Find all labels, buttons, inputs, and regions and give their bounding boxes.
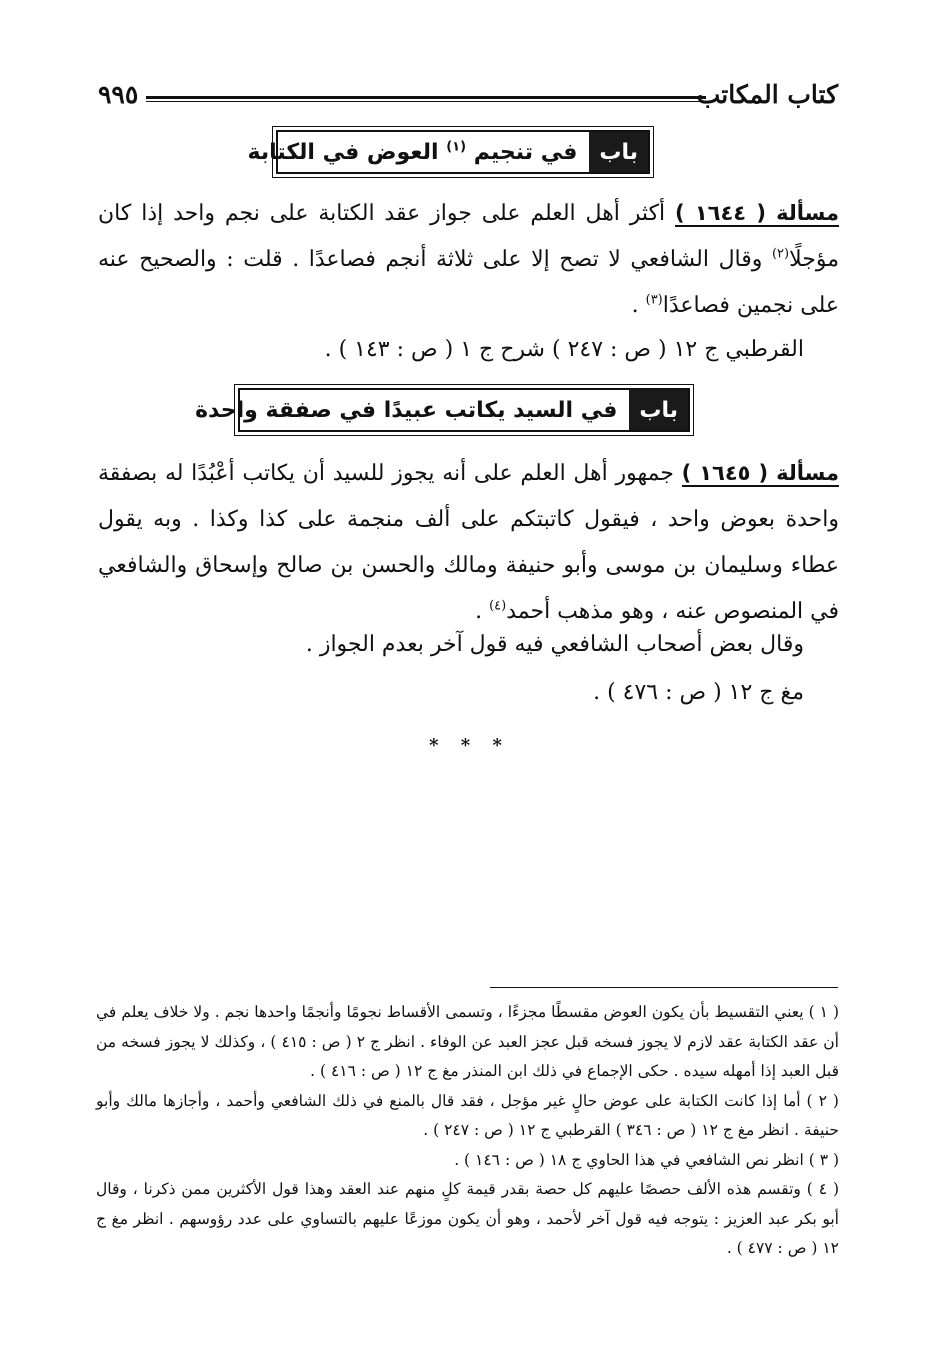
- footnote-rule: [490, 987, 838, 988]
- chapter-heading-1: [247, 126, 654, 178]
- masala-source: مغ ج ١٢ ( ص : ٤٧٦ ) .: [593, 680, 804, 705]
- chapter-heading-2: [195, 384, 694, 436]
- footnote-ref: (٢): [771, 246, 790, 262]
- masala-text: جمهور أهل العلم على أنه يجوز للسيد أن يكاتب أعْبُدًا له بصفقة واحدة بعوض واحد ، فيقول كاتبتكم على ألف منجمة على كذا وكذا . وبه يقول عطاء وسليمان بن موسى وأبو حنيفة ومالك والحسن بن صالح وإسحاق والشافعي في المنصوص عنه ، وهو مذهب أحمد: [98, 461, 839, 624]
- running-title: كتاب المكاتب: [696, 80, 838, 109]
- footnote: ( ٣ ) انظر نص الشافعي في هذا الحاوي ج ١٨ ( ص : ١٤٦ ) .: [454, 1150, 839, 1169]
- masala-1644: [98, 190, 839, 329]
- masala-extra-line: وقال بعض أصحاب الشافعي فيه قول آخر بعدم الجواز .: [305, 632, 804, 657]
- chapter-label: باب: [589, 132, 648, 172]
- footnote-ref: (١): [446, 139, 467, 155]
- footnote-ref: (٤): [489, 598, 507, 614]
- chapter-label: باب: [629, 390, 688, 430]
- footnotes: [96, 998, 839, 1264]
- page-header: [98, 80, 838, 120]
- footnote: ( ٤ ) وتقسم هذه الألف حصصًا عليهم كل حصة بقدر قيمة كلٍ منهم عند العقد وهذا قول الأكثرين ممن ذكرنا ، وقال أبو بكر عبد العزيز : يتوجه فيه قول آخر لأحمد ، وهو أن يكون موزعًا عليهم بالتساوي على عدد رؤوسهم . انظر مغ ج ١٢ ( ص : ٤٧٧ ) .: [96, 1180, 839, 1257]
- masala-label: مسألة ( ١٦٤٥ ): [681, 461, 839, 485]
- footnote-ref: (٣): [645, 292, 663, 308]
- page-number: ٩٩٥: [98, 80, 139, 109]
- masala-1645: [98, 450, 839, 635]
- masala-text: .: [631, 293, 646, 318]
- masala-text: أكثر أهل العلم على جواز عقد الكتابة على نجم واحد إذا كان مؤجلًا: [98, 201, 839, 272]
- chapter-title-part: في تنجيم: [473, 139, 578, 165]
- header-rule: [146, 96, 706, 102]
- masala-text: وقال الشافعي لا تصح إلا على ثلاثة أنجم فصاعدًا . قلت : والصحيح عنه على نجمين فصاعدًا: [98, 247, 839, 318]
- footnote: ( ١ ) يعني التقسيط بأن يكون العوض مقسطًا مجزءًا ، وتسمى الأقساط نجومًا وأنجمًا واحدها نجم . ولا خلاف يعلم في أن عقد الكتابة عقد لازم لا يجوز فسخه قبل عجز العبد عن الوفاء . انظر ج ٢ ( ص : ٤١٥ ) ، وكذلك لا يجوز فسخه من قبل العبد إذا أمهله سيده . حكى الإجماع في ذلك ابن المنذر مغ ج ١٢ ( ص : ٤١٦ ) .: [96, 1003, 839, 1080]
- chapter-title-part: العوض في الكتابة: [247, 139, 439, 165]
- chapter-title: في السيد يكاتب عبيدًا في صفقة واحدة: [195, 397, 618, 423]
- masala-label: مسألة ( ١٦٤٤ ): [675, 201, 839, 225]
- section-separator: * * *: [429, 735, 510, 756]
- masala-source: القرطبي ج ١٢ ( ص : ٢٤٧ ) شرح ج ١ ( ص : ١٤٣ ) .: [324, 337, 804, 362]
- chapter-title: [235, 140, 589, 165]
- masala-text: .: [475, 599, 490, 624]
- footnote: ( ٢ ) أما إذا كانت الكتابة على عوض حالٍ غير مؤجل ، فقد قال بالمنع في ذلك الشافعي وأحمد ، وأجازها مالك وأبو حنيفة . انظر مغ ج ١٢ ( ص : ٣٤٦ ) القرطبي ج ١٢ ( ص : ٢٤٧ ) .: [96, 1091, 839, 1139]
